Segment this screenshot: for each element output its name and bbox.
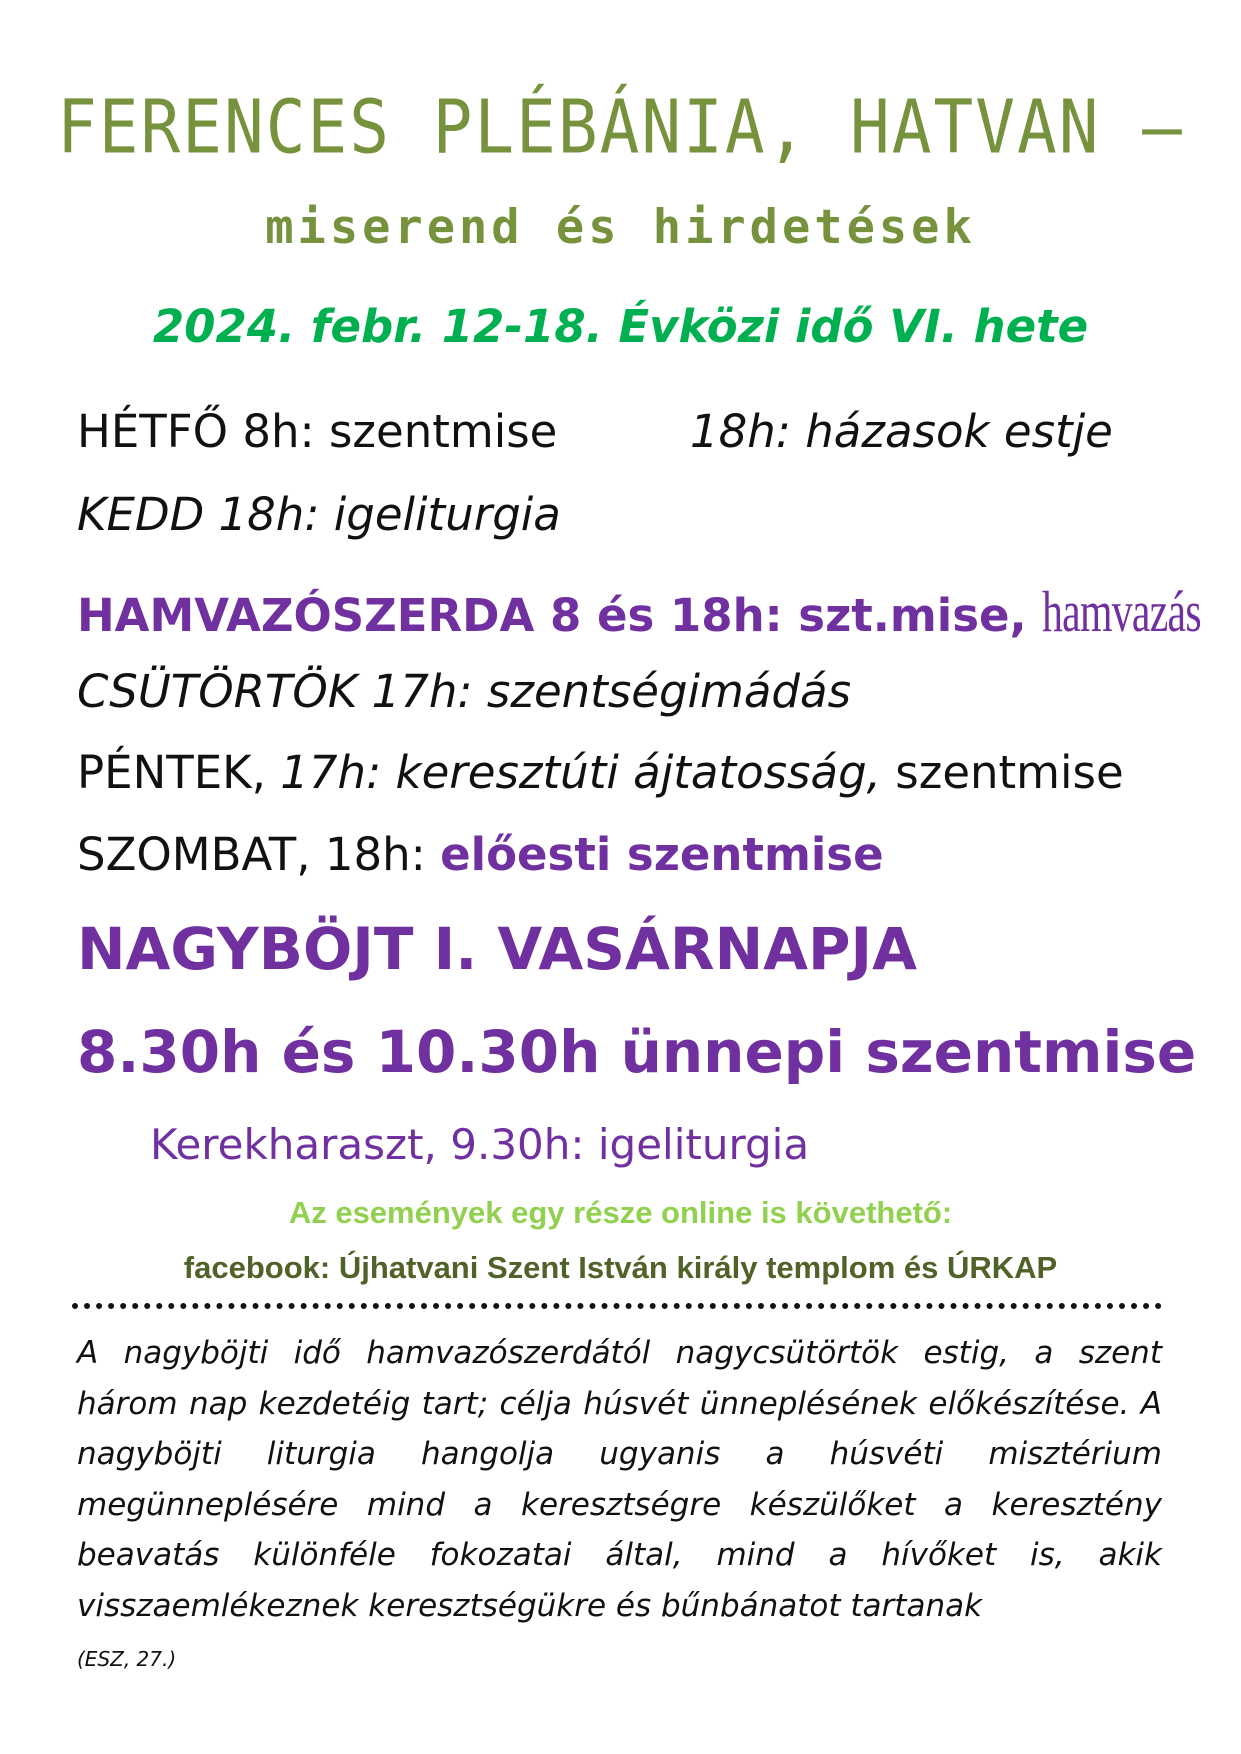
friday-day: PÉNTEK, [77, 746, 281, 799]
sunday-masses: 8.30h és 10.30h ünnepi szentmise [77, 1018, 1197, 1086]
monday-evening-event: 18h: házasok estje [690, 405, 1113, 458]
online-notice: Az események egy része online is követhető: [288, 1195, 953, 1230]
tuesday-liturgy: KEDD 18h: igeliturgia [77, 488, 561, 541]
friday-mass: szentmise [895, 746, 1124, 799]
facebook-info: facebook: Újhatvani Szent István király templom és ÚRKAP [183, 1250, 1058, 1285]
monday-mass: HÉTFŐ 8h: szentmise [77, 405, 558, 458]
parish-title: FERENCES PLÉBÁNIA, HATVAN – [57, 84, 1184, 171]
lent-quote [77, 1328, 1162, 1682]
saturday-vigil-mass: előesti szentmise [440, 828, 884, 881]
saturday-line [77, 828, 884, 881]
page-subtitle: miserend és hirdetések [265, 200, 976, 255]
week-heading: 2024. febr. 12-18. Évközi idő VI. hete [152, 300, 1089, 353]
friday-line [77, 746, 1124, 799]
sunday-title: NAGYBÖJT I. VASÁRNAPJA [77, 915, 917, 983]
dotted-divider [72, 1303, 1162, 1309]
ash-wednesday-line [77, 578, 1241, 645]
friday-stations: 17h: keresztúti ájtatosság, [280, 746, 896, 799]
thursday-adoration: CSÜTÖRTÖK 17h: szentségimádás [77, 665, 852, 718]
lent-quote-text: A nagyböjti idő hamvazószerdától nagycsütörtök estig, a szent három nap kezdetéig tart; célja húsvét ünneplésének előkészítése. A nagyböjti liturgia hangolja ugyanis a húsvéti misztérium megünneplésére mind a keresztségre készülőket a keresztény beavatás különféle fokozatai által, mind a hívőket is, akik visszaemlékeznek keresztségükre és bűnbánatot tartanak [77, 1335, 1162, 1624]
kerekharaszt-liturgy: Kerekharaszt, 9.30h: igeliturgia [150, 1120, 810, 1169]
quote-citation: (ESZ, 27.) [77, 1647, 177, 1671]
saturday-time: SZOMBAT, 18h: [77, 828, 441, 881]
ash-wednesday-ashes: hamvazás [1042, 579, 1202, 644]
ash-wednesday-masses: HAMVAZÓSZERDA 8 és 18h: szt.mise, [77, 589, 1043, 642]
